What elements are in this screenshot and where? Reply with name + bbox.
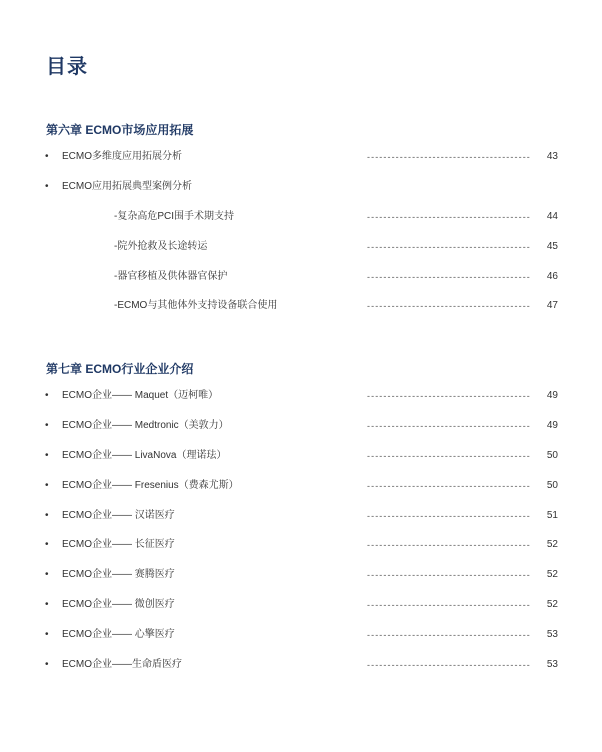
toc-item-label: ECMO企业—— 心擎医疗: [62, 629, 175, 640]
toc-item-label: ECMO企业—— 长征医疗: [62, 539, 175, 550]
toc-page-number: 52: [546, 569, 558, 580]
dot-leader: ----------------------------------------: [367, 272, 531, 282]
toc-item-label: ECMO企业——生命盾医疗: [62, 659, 182, 670]
dot-leader: ----------------------------------------: [367, 511, 531, 521]
bullet: •: [45, 390, 49, 401]
toc-item[interactable]: [0, 179, 602, 195]
toc-item[interactable]: [0, 567, 602, 583]
bullet: •: [45, 450, 49, 461]
toc-page-number: 51: [546, 510, 558, 521]
toc-page-number: 47: [546, 300, 558, 311]
dot-leader: ----------------------------------------: [367, 301, 531, 311]
toc-item[interactable]: [0, 657, 602, 673]
toc-item[interactable]: [0, 478, 602, 494]
bullet: •: [45, 480, 49, 491]
toc-subitem[interactable]: [0, 298, 602, 314]
dot-leader: ----------------------------------------: [367, 421, 531, 431]
dot-leader: ----------------------------------------: [367, 481, 531, 491]
toc-page-number: 53: [546, 629, 558, 640]
section-heading-chapter-7: 第七章 ECMO行业企业介绍: [46, 362, 194, 376]
dot-leader: ----------------------------------------: [367, 660, 531, 670]
bullet: •: [45, 420, 49, 431]
bullet: •: [45, 510, 49, 521]
toc-subitem[interactable]: [0, 269, 602, 285]
bullet: •: [45, 659, 49, 670]
toc-item-label: -复杂高危PCI围手术期支持: [114, 211, 234, 222]
toc-item[interactable]: [0, 537, 602, 553]
toc-item-label: ECMO应用拓展典型案例分析: [62, 181, 192, 192]
dot-leader: ----------------------------------------: [367, 212, 531, 222]
toc-item-label: ECMO企业—— Fresenius（费森尤斯）: [62, 480, 239, 491]
bullet: •: [45, 569, 49, 580]
toc-page-number: 46: [546, 271, 558, 282]
toc-page-number: 44: [546, 211, 558, 222]
toc-item[interactable]: [0, 418, 602, 434]
bullet: •: [45, 539, 49, 550]
toc-item-label: -器官移植及供体器官保护: [114, 271, 228, 282]
toc-item[interactable]: [0, 627, 602, 643]
dot-leader: ----------------------------------------: [367, 391, 531, 401]
toc-page-number: 50: [546, 450, 558, 461]
toc-item-label: -院外抢救及长途转运: [114, 241, 208, 252]
toc-page-number: 43: [546, 151, 558, 162]
toc-item[interactable]: [0, 508, 602, 524]
toc-item[interactable]: [0, 597, 602, 613]
dot-leader: ----------------------------------------: [367, 570, 531, 580]
toc-page-number: 52: [546, 599, 558, 610]
toc-item-label: ECMO多维度应用拓展分析: [62, 151, 182, 162]
bullet: •: [45, 629, 49, 640]
toc-page-number: 50: [546, 480, 558, 491]
toc-item-label: ECMO企业—— 汉诺医疗: [62, 510, 175, 521]
dot-leader: ----------------------------------------: [367, 242, 531, 252]
bullet: •: [45, 181, 49, 192]
toc-item-label: -ECMO与其他体外支持设备联合使用: [114, 300, 278, 311]
toc-item-label: ECMO企业—— Medtronic（美敦力）: [62, 420, 229, 431]
bullet: •: [45, 151, 49, 162]
toc-page-number: 53: [546, 659, 558, 670]
dot-leader: ----------------------------------------: [367, 540, 531, 550]
dot-leader: ----------------------------------------: [367, 152, 531, 162]
toc-page-number: 52: [546, 539, 558, 550]
toc-subitem[interactable]: [0, 209, 602, 225]
toc-item-label: ECMO企业—— LivaNova（理诺珐）: [62, 450, 227, 461]
dot-leader: ----------------------------------------: [367, 451, 531, 461]
toc-item-label: ECMO企业—— 微创医疗: [62, 599, 175, 610]
toc-page-number: 49: [546, 390, 558, 401]
dot-leader: ----------------------------------------: [367, 630, 531, 640]
dot-leader: ----------------------------------------: [367, 600, 531, 610]
toc-item[interactable]: [0, 388, 602, 404]
toc-item-label: ECMO企业—— Maquet（迈柯唯）: [62, 390, 219, 401]
bullet: •: [45, 599, 49, 610]
toc-item-label: ECMO企业—— 赛腾医疗: [62, 569, 175, 580]
toc-page-number: 49: [546, 420, 558, 431]
toc-item[interactable]: [0, 149, 602, 165]
toc-subitem[interactable]: [0, 239, 602, 255]
toc-item[interactable]: [0, 448, 602, 464]
section-heading-chapter-6: 第六章 ECMO市场应用拓展: [46, 123, 194, 137]
toc-page-number: 45: [546, 241, 558, 252]
page-title: 目录: [46, 56, 88, 78]
